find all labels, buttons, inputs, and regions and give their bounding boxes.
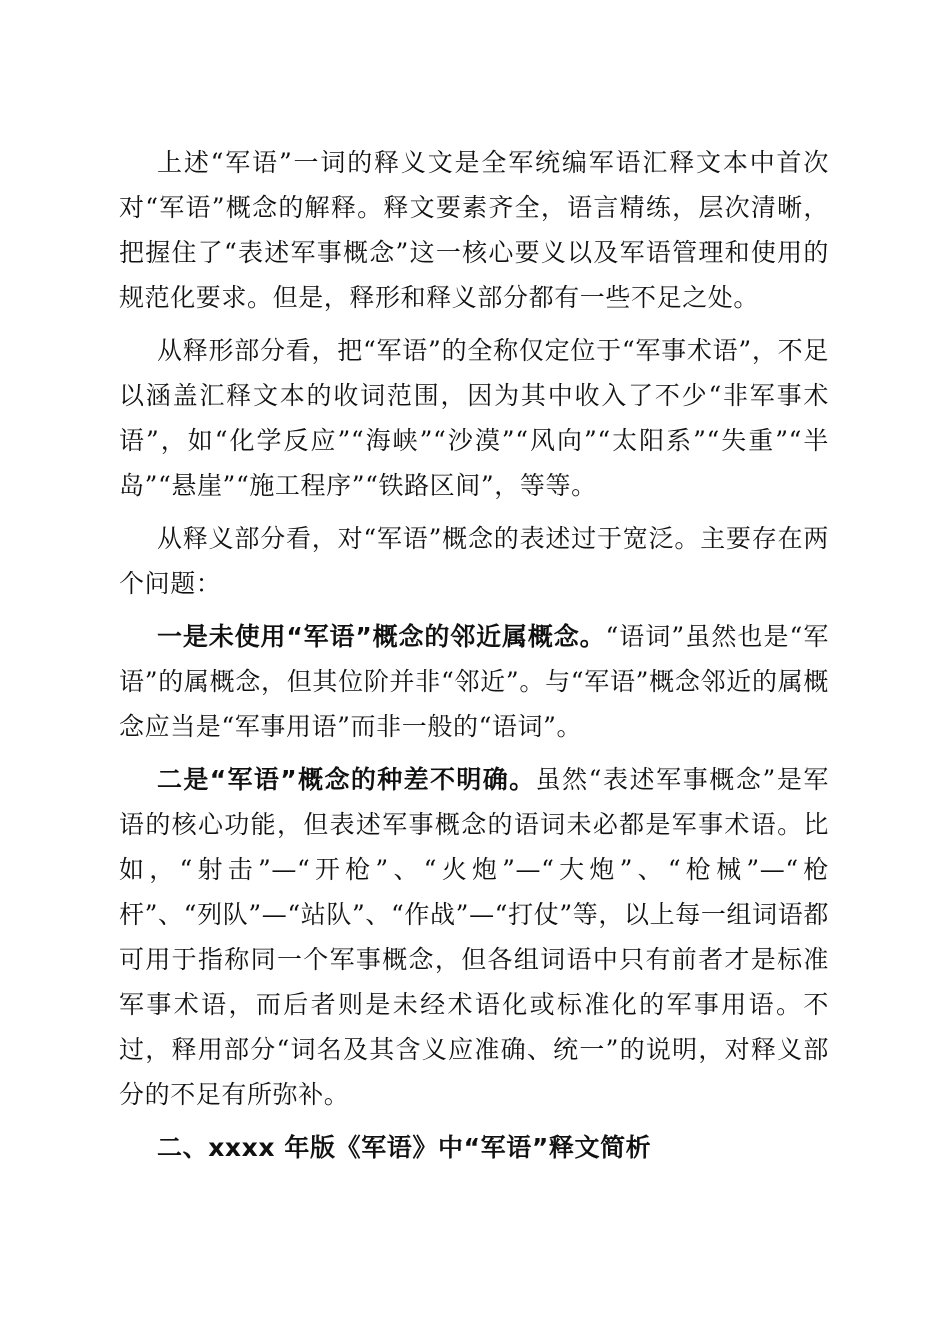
paragraph-3-text: 从释义部分看，对“军语”概念的表述过于宽泛。主要存在两个问题： (119, 524, 829, 598)
paragraph-4-text: “语词”虽然也是“军语”的属概念，但其位阶并非“邻近”。与“军语”概念邻近的属概念应当是“军事用语”而非一般的“语词”。 (119, 622, 829, 741)
paragraph-1 (119, 140, 829, 320)
paragraph-5 (119, 757, 829, 1117)
paragraph-2 (119, 328, 829, 508)
paragraph-5-text: 虽然“表述军事概念”是军语的核心功能，但表述军事概念的语词未必都是军事术语。比如，“射击”—“开枪”、“火炮”—“大炮”、“枪械”—“枪杆”、“列队”—“站队”、“作战”—“打仗”等，以上每一组词语都可用于指称同一个军事概念，但各组词语中只有前者才是标准军事术语，而后者则是未经术语化或标准化的军事用语。不过，释用部分“词名及其含义应准确、统一”的说明，对释义部分的不足有所弥补。 (119, 765, 829, 1109)
document-page (119, 140, 829, 1170)
paragraph-1-text: 上述“军语”一词的释义文是全军统编军语汇释文本中首次对“军语”概念的解释。释文要素齐全，语言精练，层次清晰，把握住了“表述军事概念”这一核心要义以及军语管理和使用的规范化要求。但是，释形和释义部分都有一些不足之处。 (119, 148, 829, 312)
paragraph-2-text: 从释形部分看，把“军语”的全称仅定位于“军事术语”，不足以涵盖汇释文本的收词范围，因为其中收入了不少“非军事术语”，如“化学反应”“海峡”“沙漠”“风向”“太阳系”“失重”“半岛”“悬崖”“施工程序”“铁路区间”，等等。 (119, 336, 829, 500)
paragraph-4 (119, 614, 829, 749)
paragraph-5-lead: 二是“军语”概念的种差不明确。 (157, 765, 536, 794)
section-heading: 二、xxxx 年版《军语》中“军语”释文简析 (157, 1133, 652, 1162)
paragraph-3 (119, 516, 829, 606)
paragraph-4-lead: 一是未使用“军语”概念的邻近属概念。 (157, 622, 606, 651)
